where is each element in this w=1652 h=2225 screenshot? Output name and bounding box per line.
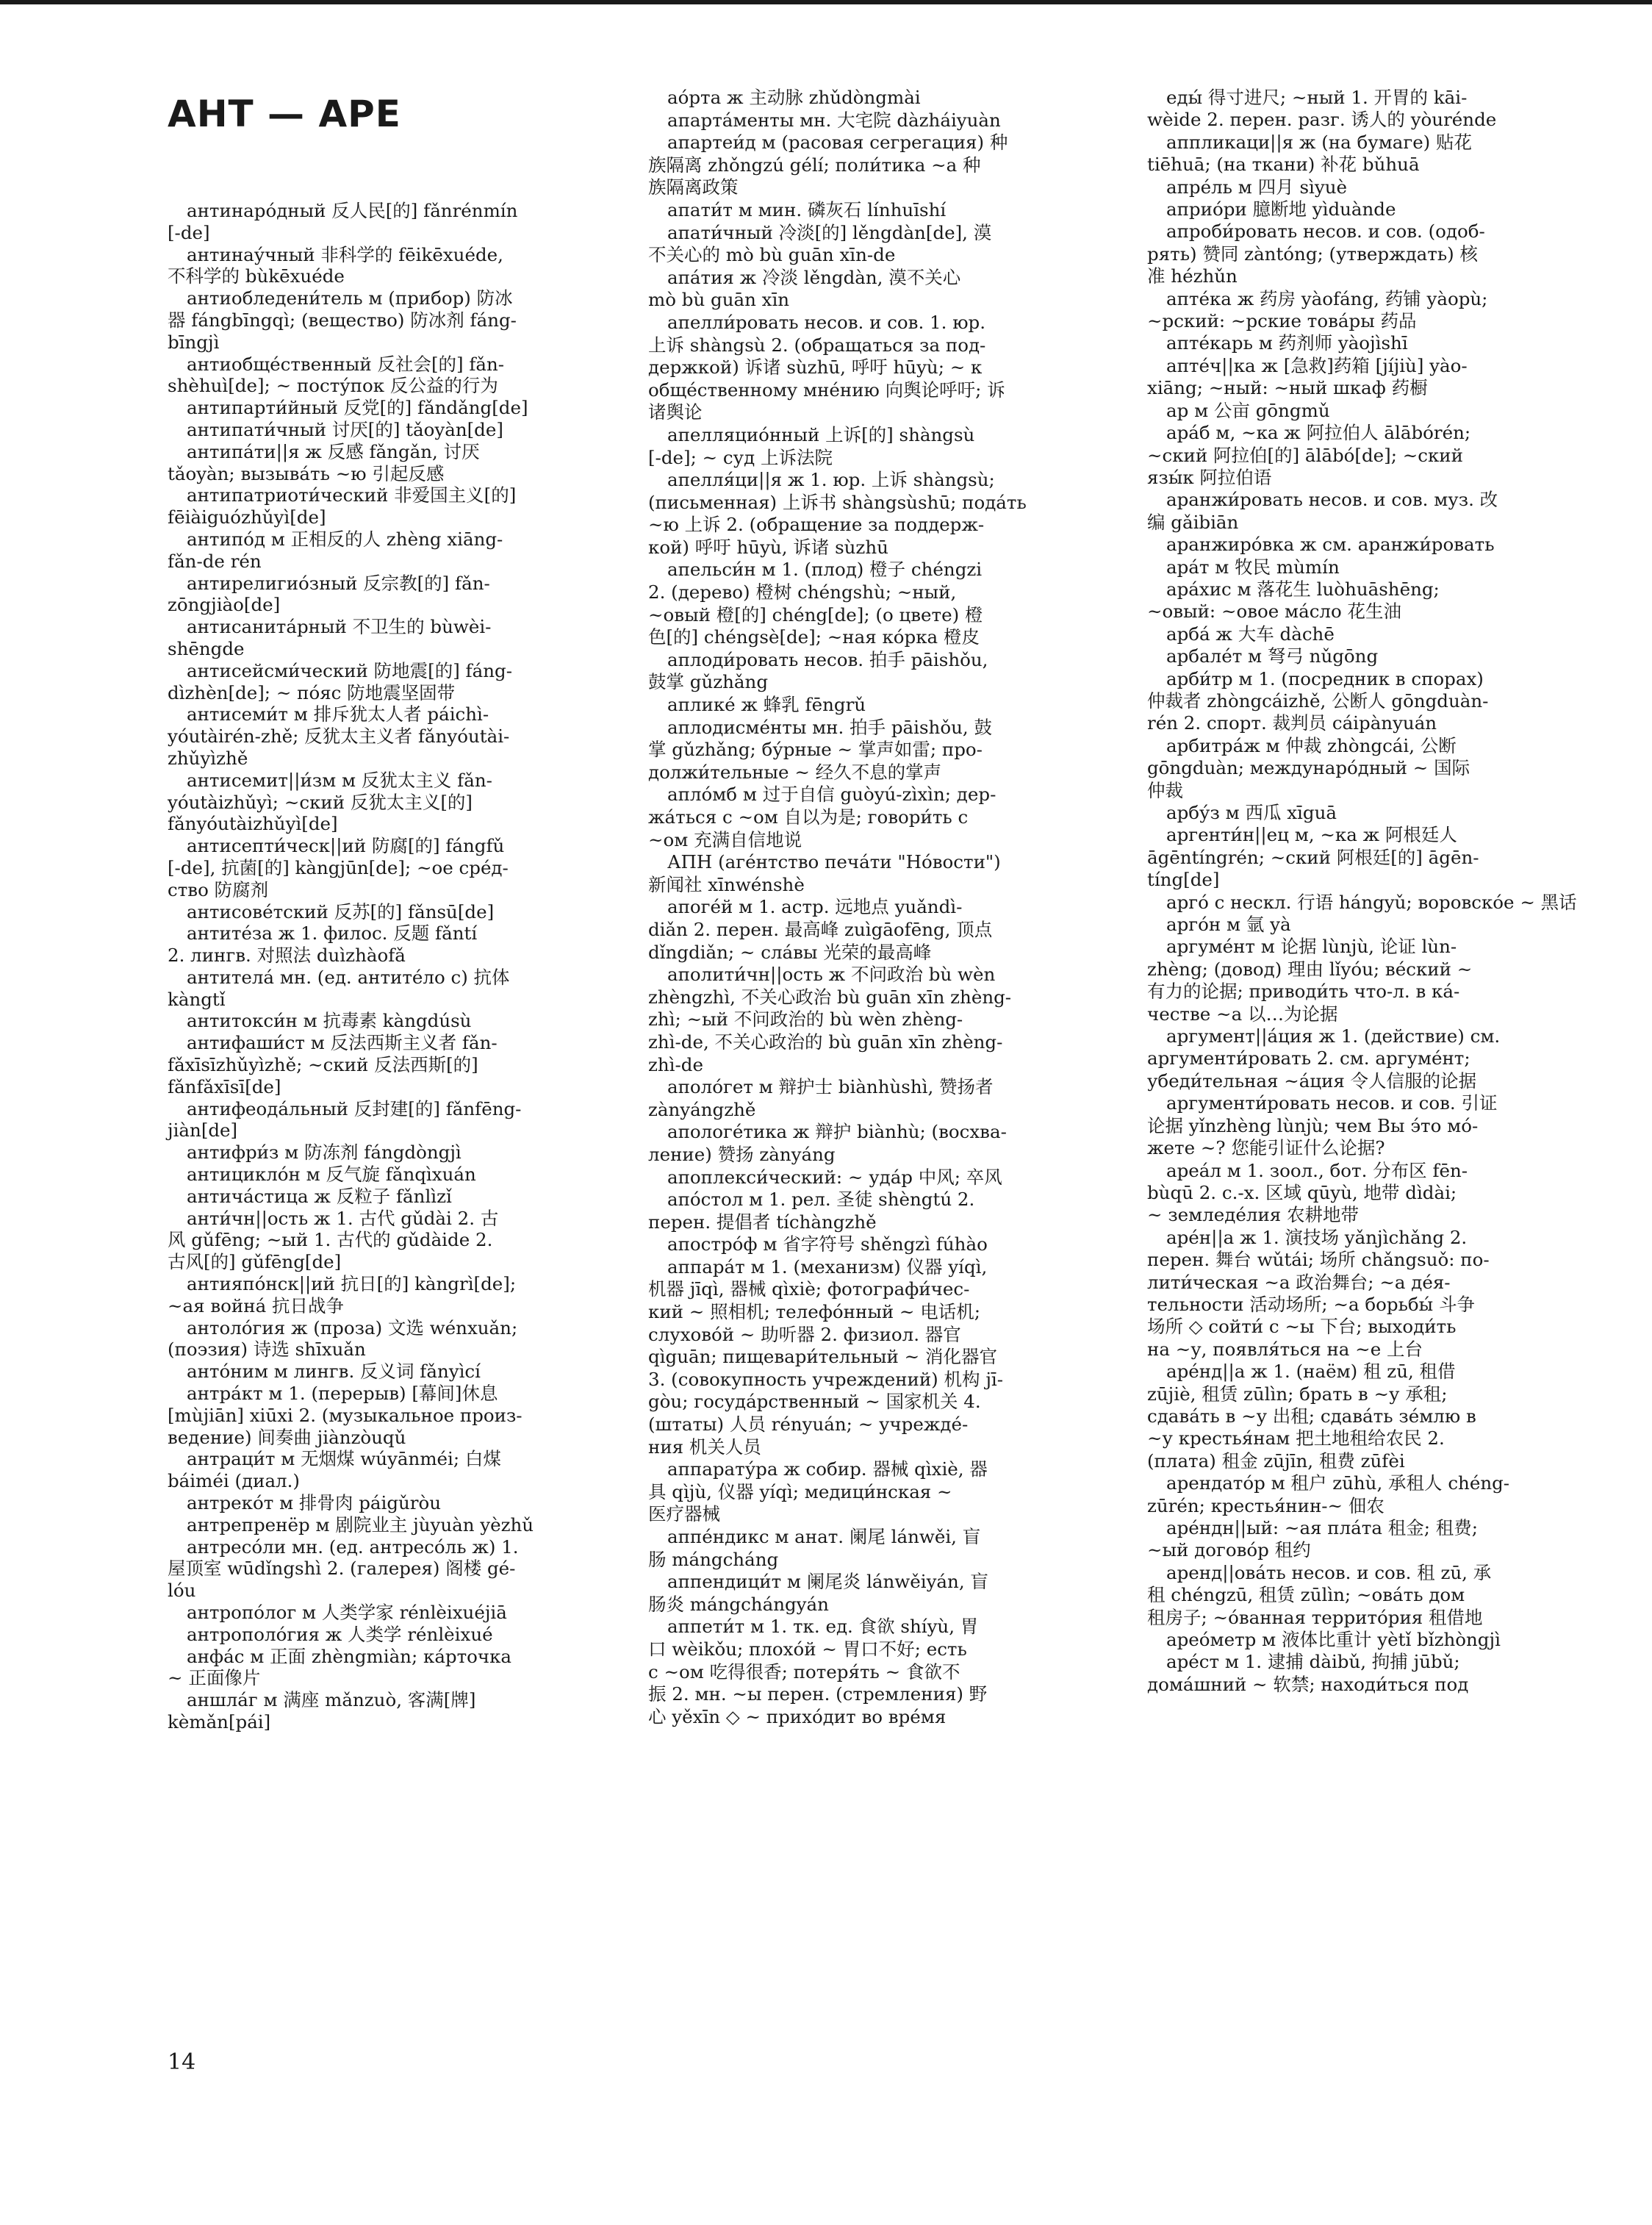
dictionary-entry: арго́н м 氩 yà: [1166, 914, 1291, 936]
column-middle: [648, 87, 1139, 1728]
page-number: 14: [168, 2049, 196, 2075]
dictionary-entry: аплодисме́нты мн. 拍手 pāishǒu, 鼓 掌 gǔzhǎng; бу́рные ~ 掌声如雷; про- должи́тельные ~ 经久不息的掌声: [648, 716, 992, 783]
dictionary-entry: апте́ч||ка ж [急救]药箱 [jíjiù] yào- xiāng; ~ный: ~ный шкаф 药橱: [1147, 354, 1468, 399]
dictionary-entry: антропо́лог м 人类学家 rénlèixuéjiā: [187, 1602, 507, 1623]
dictionary-entry: антифаши́ст м 反法西斯主义者 fǎn- fǎxīsīzhǔyìzhě; ~ский 反法西斯[的] fǎnfǎxīsī[de]: [168, 1032, 498, 1097]
dictionary-entry: аргенти́н||ец м, ~ка ж 阿根廷人 āgēntíngrén; ~ский 阿根廷[的] āgēn- tíng[de]: [1147, 824, 1479, 891]
dictionary-entry: аре́ндн||ый: ~ая пла́та 租金; 租费; ~ый догово́р 租约: [1147, 1517, 1479, 1561]
dictionary-entry: антиобще́ственный 反社会[的] fǎn- shèhuì[de]; ~ посту́пок 反公益的行为: [168, 353, 505, 397]
dictionary-entry: анти́чн||ость ж 1. 古代 gǔdài 2. 古 风 gǔfēng; ~ый 1. 古代的 gǔdàide 2. 古风[的] gǔfēng[de]: [168, 1207, 499, 1273]
dictionary-entry: антисемит||и́зм м 反犹太主义 fǎn- yóutàizhǔyì; ~ский 反犹太主义[的] fǎnyóutàizhǔyì[de]: [168, 769, 492, 835]
dictionary-entry: антифри́з м 防冻剂 fángdòngjì: [187, 1142, 462, 1164]
dictionary-entry: антисейсми́ческий 防地震[的] fáng- dìzhèn[de]; ~ по́яс 防地震坚固带: [168, 659, 512, 703]
dictionary-entry: апелли́ровать несов. и сов. 1. юр. 上诉 shàngsù 2. (обращаться за под- держкой) 诉诸 sùzhū, 呼吁 hūyù; ~ к обще́ственному мне́нию 向舆论呼吁; 诉 诸舆论: [648, 311, 1005, 423]
dictionary-entry: апелляцио́нный 上诉[的] shàngsù [-de]; ~ суд 上诉法院: [648, 423, 975, 468]
dictionary-entry: АПН (аге́нтство печа́ти "Но́вости") 新闻社 xīnwénshè: [648, 851, 1001, 895]
dictionary-entry: аппендици́т м 阑尾炎 lánwěiyán, 盲 肠炎 mángchángyán: [648, 1571, 988, 1615]
dictionary-entry: аренд||ова́ть несов. и сов. 租 zū, 承 租 chéngzū, 租赁 zūlìn; ~ова́ть дом 租房子; ~о́ванная террито́рия 租借地: [1147, 1561, 1492, 1628]
top-border-rule: [0, 0, 1652, 4]
dictionary-entry: аргументи́ровать несов. и сов. 引证 论据 yǐnzhèng lùnjù; чем Вы э́то мо́- жете ~? 您能引证什么论据?: [1147, 1092, 1498, 1159]
column-left: [168, 87, 651, 1733]
dictionary-entry: апроби́ровать несов. и сов. (одоб- рять) 赞同 zàntóng; (утверждать) 核 准 hézhǔn: [1147, 221, 1485, 287]
dictionary-entry: аргуме́нт м 论据 lùnjù, 论证 lùn- zhèng; (довод) 理由 lǐyóu; ве́ский ~ 有力的论据; приводи́ть что-л. в ка́- честве ~а 以…为论据: [1147, 936, 1473, 1025]
dictionary-entry: аппе́ндикс м анат. 阑尾 lánwěi, 盲 肠 mángcháng: [648, 1526, 981, 1570]
dictionary-entry: апло́мб м 过于自信 guòyú-zìxìn; дер- жа́ться с ~ом 自以为是; говори́ть с ~ом 充满自信地说: [648, 784, 996, 850]
dictionary-entry: арендато́р м 租户 zūhù, 承租人 chéng- zūrén; крестья́нин-~ 佃农: [1147, 1472, 1510, 1516]
dictionary-entry: арео́метр м 液体比重计 yètǐ bǐzhòngjì: [1166, 1629, 1501, 1651]
dictionary-entry: аппети́т м 1. тк. ед. 食欲 shíyù, 胃 口 wèikǒu; плохо́й ~ 胃口不好; есть с ~ом 吃得很香; потеря́ть ~ 食欲不 振 2. мн. ~ы перен. (стремления) 野 心 yěxīn ◇ ~ прихо́дит во вре́мя: [648, 1616, 988, 1727]
dictionary-entry: априо́ри 臆断地 yìduànde: [1166, 198, 1396, 221]
dictionary-entry: антича́стица ж 反粒子 fǎnlìzǐ: [187, 1185, 452, 1207]
dictionary-entry: апелля́ци||я ж 1. юр. 上诉 shàngsù; (письменная) 上诉书 shàngsùshū; пода́ть ~ю 上诉 2. (обращение за поддерж- кой) 呼吁 hūyù, 诉诸 sùzhū: [648, 469, 1027, 558]
dictionary-entry: антипати́чный 讨厌[的] tǎoyàn[de]: [187, 418, 503, 440]
dictionary-entry: антипатриоти́ческий 非爱国主义[的] fēiàiguózhǔyì[de]: [168, 484, 517, 529]
dictionary-entry: антицикло́н м 反气旋 fǎnqìxuán: [187, 1164, 476, 1186]
dictionary-entry: антипарти́йный 反党[的] fǎndǎng[de]: [187, 397, 528, 419]
column-right: [1147, 87, 1647, 1696]
dictionary-entry: апа́тия ж 冷淡 lěngdàn, 漠不关心 mò bù guān xīn: [648, 266, 961, 311]
dictionary-entry: апостро́ф м 省字符号 shěngzì fúhào: [667, 1233, 988, 1255]
dictionary-entry: антинау́чный 非科学的 fēikēxuéde, 不科学的 bùkēxuéde: [168, 243, 503, 287]
dictionary-entry: антреко́т м 排骨肉 páigǔròu: [187, 1492, 442, 1514]
dictionary-entry: арби́тр м 1. (посредник в спорах) 仲裁者 zhòngcáizhě, 公断人 gōngduàn- rén 2. спорт. 裁判员 cáipànyuán: [1147, 667, 1489, 734]
dictionary-entry: апоге́й м 1. астр. 远地点 yuǎndì- diǎn 2. перен. 最高峰 zuìgāofēng, 顶点 dǐngdiǎn; ~ сла́вы 光荣的最高峰: [648, 896, 993, 963]
dictionary-entry: антияпо́нск||ий 抗日[的] kàngrì[de]; ~ая война́ 抗日战争: [168, 1273, 517, 1316]
dictionary-entry: апте́карь м 药剂师 yàojìshī: [1166, 332, 1408, 354]
dictionary-entry: аполити́чн||ость ж 不问政治 bù wèn zhèngzhì, 不关心政治 bù guān xīn zhèng- zhì; ~ый 不问政治的 bù wèn zhèng- zhì-de, 不关心政治的 bù guān xīn zhèng- zhì-de: [648, 964, 1012, 1075]
dictionary-entry: антисеми́т м 排斥犹太人者 páichì- yóutàirén-zhě; 反犹太主义者 fǎnyóutài- zhǔyìzhě: [168, 703, 510, 769]
dictionary-entry: апартеи́д м (расовая сегрегация) 种 族隔离 zhǒngzú gélí; поли́тика ~а 种 族隔离政策: [648, 132, 1008, 198]
dictionary-entry: апо́стол м 1. рел. 圣徒 shèngtú 2. перен. 提倡者 tíchàngzhě: [648, 1189, 975, 1233]
dictionary-entry: апре́ль м 四月 sìyuè: [1166, 176, 1347, 198]
dictionary-entry: арба́ ж 大车 dàchē: [1166, 623, 1335, 645]
dictionary-entry: арго́ с нескл. 行语 hángyǔ; воровско́е ~ 黑话: [1166, 891, 1577, 913]
dictionary-entry: аре́нд||а ж 1. (наём) 租 zū, 租借 zūjiè, 租赁 zūlìn; брать в ~у 承租; сдава́ть в ~у 出租; сдава́ть зе́млю в ~у крестья́нам 把土地租给农民 2. (плата) 租金 zūjīn, 租费 zūfèi: [1147, 1361, 1476, 1472]
page-header-title: АНТ — АРЕ: [168, 93, 401, 135]
dictionary-entry: арбале́т м 弩弓 nǔgōng: [1166, 645, 1379, 667]
dictionary-entry: апати́чный 冷淡[的] lěngdàn[de], 漠 不关心的 mò bù guān xīn-de: [648, 221, 992, 266]
dictionary-entry: антрепренёр м 剧院业主 jùyuàn yèzhǔ: [187, 1513, 534, 1536]
dictionary-entry: аре́ст м 1. 逮捕 dàibǔ, 拘捕 jūbǔ; дома́шний ~ 软禁; находи́ться под: [1147, 1651, 1469, 1695]
dictionary-entry: антинаро́дный 反人民[的] fǎnrénmín [-de]: [168, 200, 518, 243]
dictionary-entry: ао́рта ж 主动脉 zhǔdòngmài: [667, 87, 921, 108]
dictionary-entry: антипо́д м 正相反的人 zhèng xiāng- fǎn-de rén: [168, 528, 503, 572]
dictionary-entry: антраци́т м 无烟煤 wúyānméi; 白煤 báiméi (диал.): [168, 1448, 501, 1492]
dictionary-entry: аре́н||а ж 1. 演技场 yǎnjìchǎng 2. перен. 舞台 wǔtái; 场所 chǎngsuǒ: по- лити́ческая ~а 政治舞台; ~а де́я- тельности 活动场所; ~а борьбы́ 斗争 场所 ◇ сойти́ с ~ы 下台; выходи́ть на ~у, появля́ться на ~е 上台: [1147, 1226, 1490, 1360]
dictionary-entry: ара́хис м 落花生 luòhuāshēng; ~овый: ~овое ма́сло 花生油: [1147, 578, 1440, 623]
dictionary-entry: апологе́тика ж 辩护 biànhù; (восхва- ление) 赞扬 zànyáng: [648, 1121, 1007, 1165]
dictionary-entry: арбитра́ж м 仲裁 zhòngcái, 公断 gōngduàn; междунаро́дный ~ 国际 仲裁: [1147, 734, 1470, 801]
dictionary-entry: аранжиро́вка ж см. аранжи́ровать: [1166, 534, 1495, 556]
dictionary-entry: аппликаци||я ж (на бумаге) 贴花 tiēhuā; (на ткани) 补花 bǔhuā: [1147, 131, 1473, 176]
dictionary-entry: апарта́менты мн. 大宅院 dàzháiyuàn: [667, 109, 1001, 131]
dictionary-entry: аплике́ ж 蜂乳 fēngrǔ: [667, 694, 866, 716]
dictionary-entry: антитела́ мн. (ед. антите́ло с) 抗体 kàngtǐ: [168, 966, 510, 1010]
dictionary-entry: апати́т м мин. 磷灰石 línhuīshí: [667, 198, 947, 221]
dictionary-entry: аполо́гет м 辩护士 biànhùshì, 赞扬者 zànyángzhě: [648, 1076, 994, 1120]
dictionary-entry: ара́б м, ~ка ж 阿拉伯人 ālābórén; ~ский 阿拉伯[的] ālābó[de]; ~ский язы́к 阿拉伯语: [1147, 422, 1471, 488]
dictionary-entry: еды́ 得寸进尺; ~ный 1. 开胃的 kāi- wèide 2. перен. разг. 诱人的 yòurénde: [1147, 87, 1497, 131]
dictionary-entry: апельси́н м 1. (плод) 橙子 chéngzi 2. (дерево) 橙树 chéngshù; ~ный, ~овый 橙[的] chéng[de]; (о цвете) 橙 色[的] chéngsè[de]; ~ная ко́рка 橙皮: [648, 559, 983, 648]
dictionary-entry: аргумент||а́ция ж 1. (действие) см. аргументи́ровать 2. см. аргуме́нт; убеди́тельная ~а́ция 令人信服的论据: [1147, 1025, 1501, 1092]
dictionary-entry: апоплекси́ческий: ~ уда́р 中风; 卒风: [667, 1166, 1002, 1188]
dictionary-entry: аплоди́ровать несов. 拍手 pāishǒu, 鼓掌 gǔzhǎng: [648, 648, 988, 693]
dictionary-entry: аранжи́ровать несов. и сов. муз. 改 编 gǎibiān: [1147, 489, 1498, 533]
dictionary-entry: ара́т м 牧民 mùmín: [1166, 556, 1340, 578]
dictionary-entry: арбу́з м 西瓜 xīguā: [1166, 802, 1337, 823]
dictionary-entry: антифеода́льный 反封建[的] fǎnfēng- jiàn[de]: [168, 1097, 522, 1142]
dictionary-entry: антирелигио́зный 反宗教[的] fǎn- zōngjiào[de]: [168, 572, 490, 616]
dictionary-entry: аппара́т м 1. (механизм) 仪器 yíqì, 机器 jīqì, 器械 qìxiè; фотографи́чес- кий ~ 照相机; телефо́нный ~ 电话机; слухово́й ~ 助听器 2. физиол. 器官 qìguān; пищевари́тельный ~ 消化器官 3. (совокупность учреждений) 机构 jī- gòu; госуда́рственный ~ 国家机关 4. (штаты) 人员 rényuán; ~ учрежде́- ния 机关人员: [648, 1255, 1004, 1458]
dictionary-entry: антиобледени́тель м (прибор) 防冰 器 fángbīngqì; (вещество) 防冰剂 fáng- bīngjì: [168, 287, 517, 353]
dictionary-entry: антрополо́гия ж 人类学 rénlèixué: [187, 1623, 493, 1645]
dictionary-entry: антоло́гия ж (проза) 文选 wénxuǎn; (поэзия) 诗选 shīxuǎn: [168, 1316, 518, 1361]
dictionary-entry: апте́ка ж 药房 yàofáng, 药铺 yàopù; ~рский: ~рские това́ры 药品: [1147, 287, 1488, 332]
dictionary-entry: антра́кт м 1. (перерыв) [幕间]休息 [mùjiān] xiūxi 2. (музыкальное произ- ведение) 间奏曲 jiànzòuqǔ: [168, 1383, 522, 1448]
dictionary-entry: ар м 公亩 gōngmǔ: [1166, 399, 1330, 421]
dictionary-entry: антите́за ж 1. филос. 反题 fǎntí 2. лингв. 对照法 duìzhàofǎ: [168, 922, 478, 967]
dictionary-entry: антисепти́ческ||ий 防腐[的] fángfǔ [-de], 抗菌[的] kàngjūn[de]; ~ое сре́д- ство 防腐剂: [168, 835, 509, 900]
dictionary-entry: антресо́ли мн. (ед. антресо́ль ж) 1. 屋顶室 wūdǐngshì 2. (галерея) 阁楼 gé- lóu: [168, 1536, 519, 1602]
dictionary-entry: антисове́тский 反苏[的] fǎnsū[de]: [187, 900, 495, 922]
dictionary-entry: ареа́л м 1. зоол., бот. 分布区 fēn- bùqū 2. с.-х. 区域 qūyù, 地带 dìdài; ~ земледе́лия 农耕地带: [1147, 1159, 1468, 1226]
dictionary-entry: антитокси́н м 抗毒素 kàngdúsù: [187, 1010, 472, 1032]
dictionary-entry: антисанита́рный 不卫生的 bùwèi- shēngde: [168, 616, 492, 659]
dictionary-entry: анто́ним м лингв. 反义词 fǎnyìcí: [187, 1361, 481, 1383]
dictionary-entry: анфа́с м 正面 zhèngmiàn; ка́рточка ~ 正面像片: [168, 1645, 512, 1689]
dictionary-entry: антипа́ти||я ж 反感 fǎngǎn, 讨厌 tǎoyàn; вызыва́ть ~ю 引起反感: [168, 440, 480, 484]
dictionary-entry: аппарату́ра ж собир. 器械 qìxiè, 器 具 qìjù, 仪器 yíqì; медици́нская ~ 医疗器械: [648, 1458, 988, 1525]
dictionary-entry: аншла́г м 满座 mǎnzuò, 客满[牌] kèmǎn[pái]: [168, 1689, 476, 1733]
